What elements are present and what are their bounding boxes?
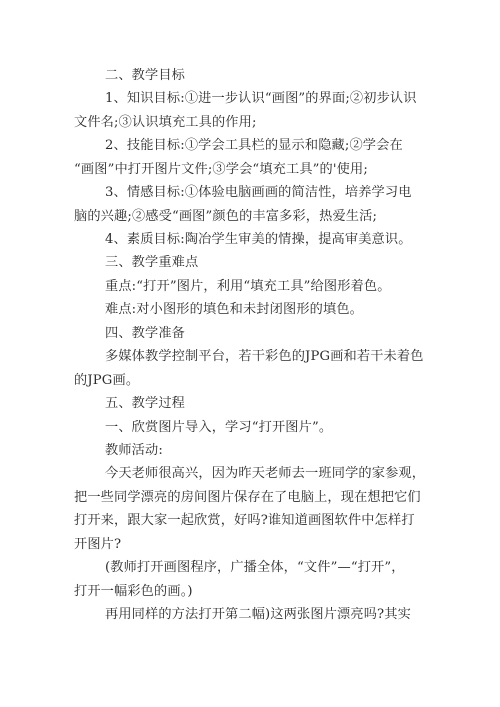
paragraph-line: (教师打开画图程序，广播全体，“文件”—“打开”， [105, 560, 405, 575]
paragraph-line: “画图”中打开图片文件;③学会“填充工具”的'使用; [74, 162, 368, 177]
paragraph-line: 4、素质目标:陶冶学生审美的情操，提高审美意识。 [105, 232, 412, 247]
paragraph-line: 文件名;③认识填充工具的作用; [74, 115, 257, 130]
paragraph-line: 教师活动: [105, 443, 163, 458]
paragraph-line: 今天老师很高兴，因为昨天老师去一班同学的家参观， [105, 466, 426, 481]
section-heading-process: 五、教学过程 [105, 396, 186, 411]
paragraph-line: 开图片? [74, 537, 122, 552]
paragraph-line: 的JPG画。 [74, 373, 140, 388]
paragraph-line: 1、知识目标:①进一步认识“画图”的界面;②初步认识 [105, 91, 417, 106]
paragraph-line: 脑的兴趣;②感受“画图”颜色的丰富多彩，热爱生活; [74, 209, 378, 224]
section-heading-teaching-goals: 二、教学目标 [105, 68, 186, 83]
paragraph-line: 重点:“打开”图片，利用“填充工具”给图形着色。 [105, 279, 391, 294]
paragraph-line: 把一些同学漂亮的房间图片保存在了电脑上，现在想把它们 [74, 490, 421, 505]
paragraph-line: 打开一幅彩色的画。) [74, 584, 193, 599]
section-heading-key-points: 三、教学重难点 [105, 255, 199, 270]
paragraph-line: 一、欣赏图片导入，学习“打开图片”。 [105, 420, 333, 435]
paragraph-line: 难点:对小图形的填色和未封闭图形的填色。 [105, 302, 364, 317]
paragraph-line: 3、情感目标:①体验电脑画画的简洁性，培养学习电 [105, 185, 412, 200]
section-heading-preparation: 四、教学准备 [105, 326, 186, 341]
paragraph-line: 再用同样的方法打开第二幅)这两张图片漂亮吗?其实 [105, 607, 411, 622]
paragraph-line: 2、技能目标:①学会工具栏的显示和隐藏;②学会在 [105, 138, 403, 153]
paragraph-line: 多媒体教学控制平台，若干彩色的JPG画和若干未着色 [105, 349, 424, 364]
paragraph-line: 打开来，跟大家一起欣赏，好吗?谁知道画图软件中怎样打 [74, 513, 415, 528]
